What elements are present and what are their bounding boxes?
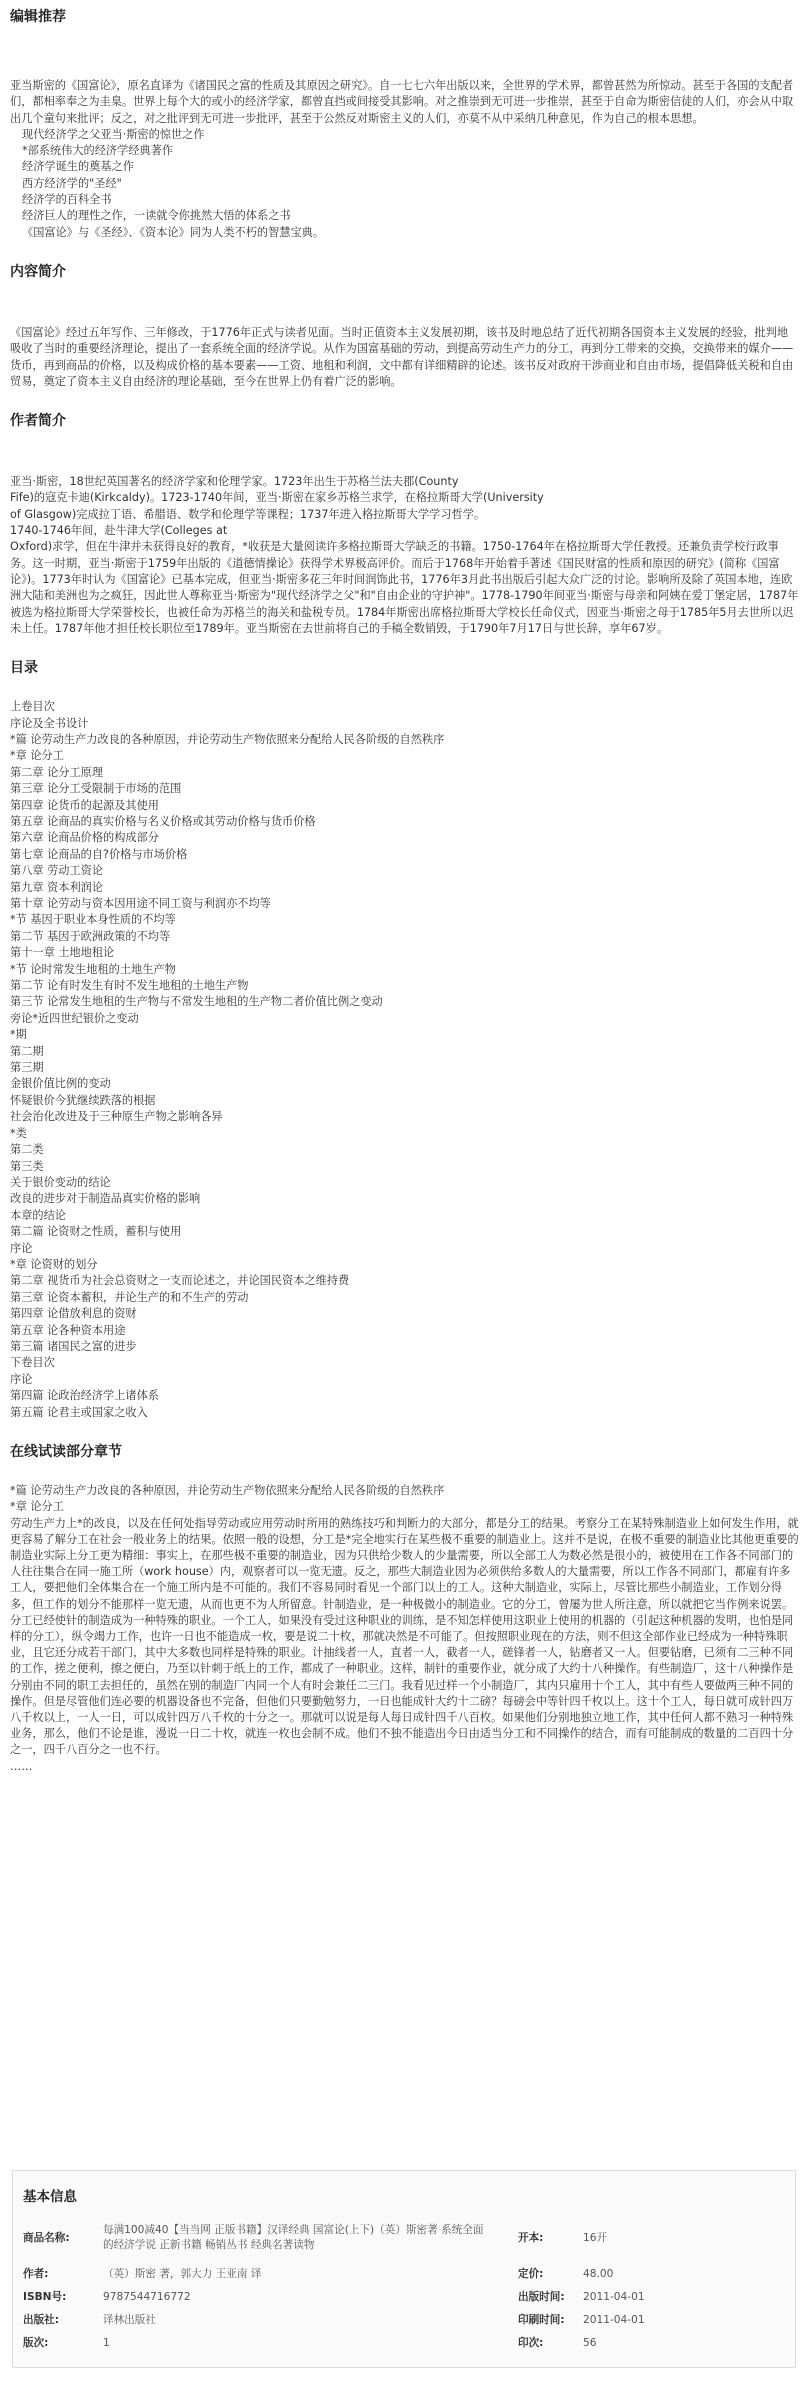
info-value: （英）斯密 著，郭大力 王亚南 译 (103, 2268, 262, 2280)
toc-item: 第三期 (10, 1061, 44, 1075)
toc-title: 目录 (10, 660, 38, 677)
toc-item: 本章的结论 (10, 1208, 66, 1222)
excerpt-heading: *章 论分工 (10, 1500, 64, 1514)
info-label: 作者: (23, 2268, 49, 2280)
info-row (23, 2336, 785, 2352)
toc-item: 第四篇 论政治经济学上诸体系 (10, 1389, 159, 1403)
toc-item: 第三类 (10, 1159, 44, 1173)
toc-item: 第三节 论常发生地租的生产物与不常发生地租的生产物二者价值比例之变动 (10, 995, 383, 1009)
toc-item: 金银价值比例的变动 (10, 1077, 111, 1091)
info-row (23, 2223, 785, 2255)
info-row (23, 2313, 785, 2329)
info-right-value: 16开 (583, 2232, 608, 2244)
info-row (23, 2267, 785, 2283)
editor-intro: 亚当斯密的《国富论》，原名直译为《诸国民之富的性质及其原因之研究》。自一七七六年出版以来，全世界的学术界，都曾甚然为所惊动。甚至于各国的支配者们，都相率奉之为圭臬。世界上每个大的或小的经济学家，都曾直挡或间接受其影响。对之推崇到无可进一步推崇，甚至于自命为斯密信徒的人们，亦会从中取出几个童句来批评；反之，对之批评到无可进一步批评，甚至于公然反对斯密主义的人们，亦莫不从中采纳几种意见，作为自己的根本思想。 (10, 79, 794, 125)
toc-item: 第七章 论商品的自?价格与市场价格 (10, 847, 188, 861)
excerpt-title: 在线试读部分章节 (10, 1444, 122, 1460)
toc-item: 第六章 论商品价格的构成部分 (10, 831, 159, 845)
toc-item: *节 基因于职业本身性质的不均等 (10, 913, 176, 927)
toc-item: 第三章 论资本蓄积，并论生产的和不生产的劳动 (10, 1290, 249, 1304)
author-line: 亚当·斯密，18世纪英国著名的经济学家和伦理学家。1723年出生于苏格兰法夫郡(County (10, 475, 459, 489)
toc-item: 怀疑银价今犹继续跌落的根据 (10, 1093, 156, 1107)
info-value: 9787544716772 (103, 2291, 191, 2303)
toc-item: *期 (10, 1028, 27, 1042)
toc-list (10, 699, 799, 1421)
author-intro-title: 作者简介 (10, 413, 66, 430)
toc-item: 第十一章 土地地租论 (10, 946, 115, 960)
editor-line: 经济巨人的理性之作，一读就令你挑然大悟的体系之书 (22, 209, 291, 223)
toc-item: *节 论时常发生地租的土地生产物 (10, 962, 176, 976)
basic-info-title: 基本信息 (23, 2189, 77, 2205)
toc-item: 旁论*近四世纪银价之变动 (10, 1011, 139, 1025)
info-right-label: 定价: (518, 2268, 544, 2280)
author-line: Fife)的寇克卡迪(Kirkcaldy)。1723-1740年间，亚当·斯密在家乡苏格兰求学，在格拉斯哥大学(University (10, 491, 544, 505)
excerpt-text: 劳动生产力上*的改良，以及在任何处指导劳动或应用劳动时所用的熟练技巧和判断力的大部分，都是分工的结果。考察分工在某特殊制造业上如何发生作用，就更容易了解分工在社会一般业务上的结果。依照一般的设想，分工是*完全地实行在某些极不重要的制造业上。这并不是说，在极不重要的制造业比其他更重要的制造业实际上分工更为精细：事实上，在那些极不重要的制造业，因为只供给少数人的少量需要，所以全部工人为数必然是很小的，被使用在工作各不同部门的人往往集合在同一施工所（work house）内，观察者可以一览无遗。反之，那些大制造业因为必须供给多数人的大量需要，所以工作各不同部门，都雇有许多工人，要把他们全体集合在一个施工所内是不可能的。我们不容易同时看见一个部门以上的工人。这种大制造业，实际上，尽管比那些小制造业，工作划分得多，但工作的划分不能那样一览无遗，从而也更不为人所留意。针制造业，是一种极微小的制造业。它的分工，曾屡为世人所注意，所以就把它当作例来说罢。分工已经使针的制造成为一种特殊的职业。一个工人，如果没有受过这种职业的训练，是不知怎样使用这职业上使用的机器的（引起这种机器的发明，也怕是同样的分工），纵令竭力工作，也许一日也不能造成一枚，要是说二十枚，那就决然是不可能了。但按照职业现在的方法，则不但这全部作业已经成为一种特殊职业，且它还分成若干部门，其中大多数也同样是特殊的职业。计抽线者一人，直者一人，截者一人，磋锋者一人，钻磨者又一人。但要钻磨，已须有二三种不同的工作，搓之便利，擦之便白，乃至以针刺于纸上的工作，都成了一种职业。这样，制针的重要作业，就分成了大约十八种操作。有些制造厂，这十八种操作是分别由不同的职工去担任的，虽然在别的制造厂内同一个人有时会兼任二三门。我看见过样一个小制造厂，其内只雇用十个工人，其中有些人要做两三种不同的操作。但是尽管他们连必要的机器设备也不完备，但他们只要勤勉努力，一日也能成针大约十二磅？每磅会中等针四千枚以上。这十个工人，每日就可成针四万八千枚以上，一人一日，可以成针四万八千枚的十分之一。那就可以说是每人每日成针四千八百枚。如果他们分别地独立地工作，其中任何人都不熟习一种特殊业务，那么，他们不论是谁，漫说一日二十枚，就连一枚也会制不成。他们不独不能造出今日由适当分工和不同操作的结合，而有可能制成的数量的二百四十分之一，四千八百分之一也不行。 (10, 1516, 799, 1757)
toc-item: 第三篇 诸国民之富的进步 (10, 1339, 137, 1353)
toc-item: 第二章 视货币为社会总资财之一支而论述之，并论国民资本之维持费 (10, 1274, 350, 1288)
excerpt-ellipsis: …… (10, 1759, 33, 1773)
toc-item: 序论 (10, 1241, 33, 1255)
info-label: 版次: (23, 2337, 49, 2349)
basic-info-panel (12, 2170, 796, 2368)
editor-line: 经济学诞生的奠基之作 (22, 160, 134, 174)
toc-item: 第四章 论借放利息的资财 (10, 1307, 137, 1321)
editor-line: *部系统伟大的经济学经典著作 (22, 144, 174, 158)
toc-item: 第八章 劳动工资论 (10, 864, 104, 878)
toc-item: 改良的进步对于制造品真实价格的影响 (10, 1192, 201, 1206)
info-right-label: 开本: (518, 2232, 544, 2244)
content-summary-title: 内容简介 (10, 263, 66, 280)
content-summary-text: 《国富论》经过五年写作、三年修改，于1776年正式与读者见面。当时正值资本主义发展初期，该书及时地总结了近代初期各国资本主义发展的经验，批判地吸收了当时的重要经济理论，提出了一套系统全面的经济学说。从作为国富基础的劳动，到提高劳动生产力的分工，再到分工带来的交换，交换带来的媒介——货币，再到商品的价格，以及构成价格的基本要素——工资、地租和利润，文中都有详细精辟的论述。该书反对政府干涉商业和自由市场，提倡降低关税和自由贸易，奠定了资本主义自由经济的理论基础，至今在世界上仍有着广泛的影响。 (10, 325, 794, 388)
author-line: of Glasgow)完成拉丁语、希腊语、数学和伦理学等课程；1737年进入格拉斯哥大学学习哲学。 (10, 507, 486, 521)
toc-item: *章 论资财的划分 (10, 1257, 98, 1271)
toc-item: 序论及全书设计 (10, 716, 89, 730)
toc-item: 关于银价变动的结论 (10, 1175, 111, 1189)
toc-item: 序论 (10, 1372, 33, 1386)
editor-line: 《国富论》与《圣经》、《资本论》同为人类不朽的智慧宝典。 (22, 225, 325, 239)
info-label: 出版社: (23, 2314, 60, 2326)
info-right-label: 印次: (518, 2337, 544, 2349)
toc-item: *章 论分工 (10, 749, 64, 763)
editor-recommendation-title: 编辑推荐 (10, 9, 66, 25)
toc-item: *类 (10, 1126, 27, 1140)
info-right-label: 出版时间: (518, 2291, 565, 2303)
info-right-value: 2011-04-01 (583, 2291, 645, 2303)
toc-item: 第十章 论劳动与资本因用途不同工资与利润亦不均等 (10, 897, 271, 910)
toc-item: *篇 论劳动生产力改良的各种原因，并论劳动生产物依照来分配给人民各阶级的自然秩序 (10, 732, 445, 746)
author-intro-text: Oxford)求学，但在牛津并未获得良好的教育，*收获是大量阅读许多格拉斯哥大学缺乏的书籍。1750-1764年在格拉斯哥大学任教授。还兼负责学校行政事务。这一时期，亚当·斯密于1759年出版的《道德情操论》获得学术界极高评价。而后于1768年开始着手著述《国民财富的性质和原因的研究》(简称《国富论》)。1773年时认为《国富论》已基本完成，但亚当·斯密多花三年时间润饰此书，1776年3月此书出版后引起大众广泛的讨论。影响所及除了英国本地，连欧洲大陆和美洲也为之疯狂，因此世人尊称亚当·斯密为"现代经济学之父"和"自由企业的守护神"。1778-1790年间亚当·斯密与母亲和阿姨在爱丁堡定居，1787年被选为格拉斯哥大学荣誉校长，也被任命为苏格兰的海关和盐税专员。1784年斯密出席格拉斯哥大学校长任命仪式，因亚当·斯密之母于1785年5月去世所以迟未上任。1787年他才担任校长职位至1789年。亚当斯密在去世前将自己的手稿全数销毁，于1790年7月17日与世长辞，享年67岁。 (10, 540, 799, 635)
editor-line: 经济学的百科全书 (22, 193, 112, 207)
toc-item: 第二类 (10, 1143, 44, 1157)
toc-item: 第二期 (10, 1044, 44, 1058)
info-value: 译林出版社 (103, 2314, 156, 2326)
toc-item: 第四章 论货币的起源及其使用 (10, 798, 159, 812)
info-right-label: 印刷时间: (518, 2314, 565, 2326)
info-label: 商品名称: (23, 2232, 70, 2244)
info-row (23, 2290, 785, 2306)
editor-highlights (10, 127, 799, 241)
info-value: 每满100减40【当当网 正版书籍】汉译经典 国富论(上下)（英）斯密著 系统全面的经济学说 正新书籍 畅销丛书 经典名著读物 (103, 2224, 484, 2251)
excerpt-heading: *篇 论劳动生产力改良的各种原因，并论劳动生产物依照来分配给人民各阶级的自然秩序 (10, 1484, 445, 1497)
toc-item: 第二节 论有时发生有时不发生地租的土地生产物 (10, 979, 249, 993)
toc-item: 第九章 资本利润论 (10, 880, 104, 894)
toc-item: 第二篇 论资财之性质，蓄积与使用 (10, 1225, 182, 1239)
editor-line: 现代经济学之父亚当·斯密的惊世之作 (22, 127, 205, 141)
info-right-value: 2011-04-01 (583, 2314, 645, 2326)
toc-item: 第二章 论分工原理 (10, 765, 104, 779)
excerpt-body (10, 1483, 799, 1775)
toc-item: 第五章 论各种资本用途 (10, 1323, 126, 1337)
author-line: 1740-1746年间，赴牛津大学(Colleges at (10, 524, 228, 538)
product-description (10, 0, 799, 1775)
toc-item: 第五章 论商品的真实价格与名义价格或其劳动价格与货币价格 (10, 814, 316, 828)
info-label: ISBN号: (23, 2291, 67, 2303)
toc-item: 第三章 论分工受限制于市场的范围 (10, 782, 182, 796)
author-intro-lines (10, 474, 799, 539)
toc-item: 上卷目次 (10, 700, 55, 714)
info-right-value: 56 (583, 2337, 597, 2349)
info-right-value: 48.00 (583, 2268, 614, 2280)
info-value: 1 (103, 2337, 110, 2349)
toc-item: 下卷目次 (10, 1356, 55, 1370)
editor-line: 西方经济学的"圣经" (22, 176, 122, 190)
toc-item: 第二节 基因于欧洲政策的不均等 (10, 929, 171, 943)
toc-item: 社会治化改进及于三种原生产物之影响各异 (10, 1110, 223, 1124)
toc-item: 第五篇 论君主或国家之收入 (10, 1405, 148, 1419)
